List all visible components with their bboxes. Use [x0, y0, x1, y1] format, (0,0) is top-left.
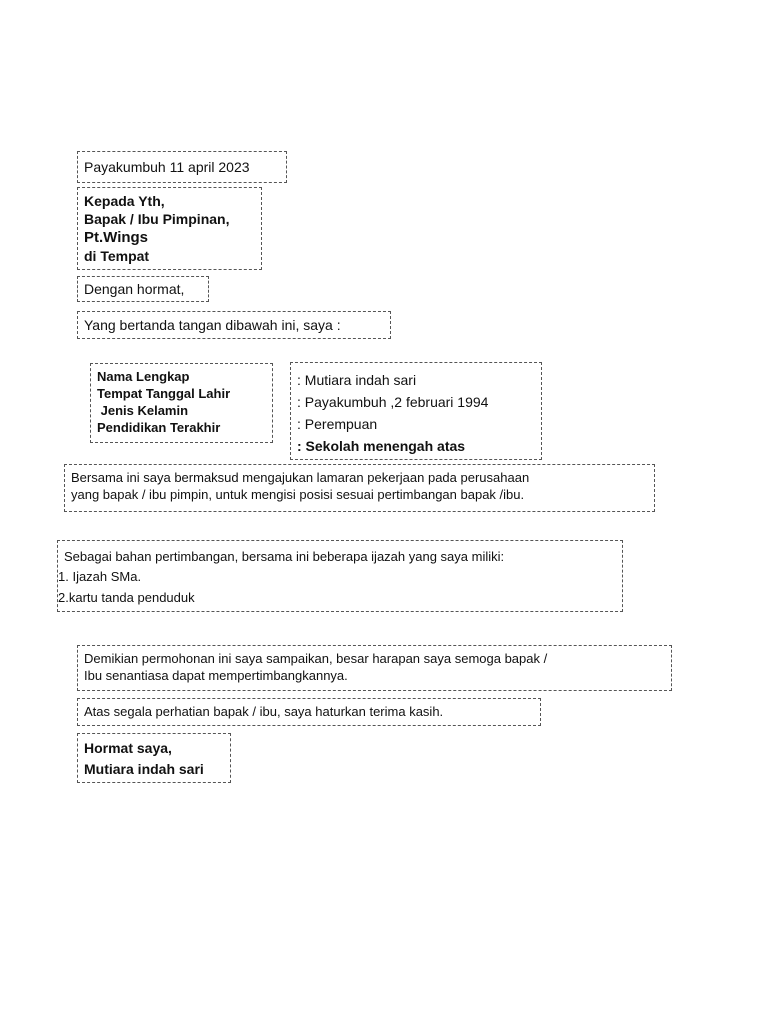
signature-box	[77, 733, 231, 783]
body-paragraph-box	[64, 464, 655, 512]
value-full-name: : Mutiara indah sari	[297, 372, 417, 388]
date-place-box	[77, 151, 287, 183]
attachments-box	[57, 540, 623, 612]
signature-name: Mutiara indah sari	[84, 761, 204, 777]
attachment-item-1: 1. Ijazah SMa.	[58, 569, 142, 584]
greeting: Dengan hormat,	[84, 281, 185, 297]
thanks-box	[77, 698, 541, 726]
value-birth: : Payakumbuh ,2 februari 1994	[297, 394, 489, 410]
identity-values-box	[290, 362, 542, 460]
body-line-2: yang bapak / ibu pimpin, untuk mengisi posisi sesuai pertimbangan bapak /ibu.	[71, 487, 525, 502]
closing-line-1: Demikian permohonan ini saya sampaikan, besar harapan saya semoga bapak /	[84, 651, 548, 666]
greeting-box	[77, 276, 209, 302]
label-gender: Jenis Kelamin	[97, 403, 189, 418]
label-full-name: Nama Lengkap	[97, 369, 190, 384]
attachment-item-2: 2.kartu tanda penduduk	[58, 590, 195, 605]
intro-text: Yang bertanda tangan dibawah ini, saya :	[84, 317, 341, 333]
closing-paragraph-box	[77, 645, 672, 691]
body-line-1: Bersama ini saya bermaksud mengajukan lamaran pekerjaan pada perusahaan	[71, 470, 530, 485]
label-birth: Tempat Tanggal Lahir	[97, 386, 231, 401]
value-education: : Sekolah menengah atas	[297, 438, 466, 454]
recipient-line-1: Kepada Yth,	[84, 193, 165, 209]
recipient-company: Pt.Wings	[84, 229, 149, 246]
closing-line-2: Ibu senantiasa dapat mempertimbangkannya.	[84, 668, 348, 683]
identity-labels-box	[90, 363, 273, 443]
thanks-text: Atas segala perhatian bapak / ibu, saya haturkan terima kasih.	[84, 704, 444, 719]
recipient-line-2: Bapak / Ibu Pimpinan,	[84, 211, 230, 227]
label-education: Pendidikan Terakhir	[97, 420, 221, 435]
attachments-intro: Sebagai bahan pertimbangan, bersama ini beberapa ijazah yang saya miliki:	[64, 549, 505, 564]
date-place: Payakumbuh 11 april 2023	[84, 159, 250, 175]
intro-box	[77, 311, 391, 339]
value-gender: : Perempuan	[297, 416, 378, 432]
recipient-box	[77, 187, 262, 270]
recipient-line-4: di Tempat	[84, 248, 150, 264]
signature-salutation: Hormat saya,	[84, 740, 172, 756]
